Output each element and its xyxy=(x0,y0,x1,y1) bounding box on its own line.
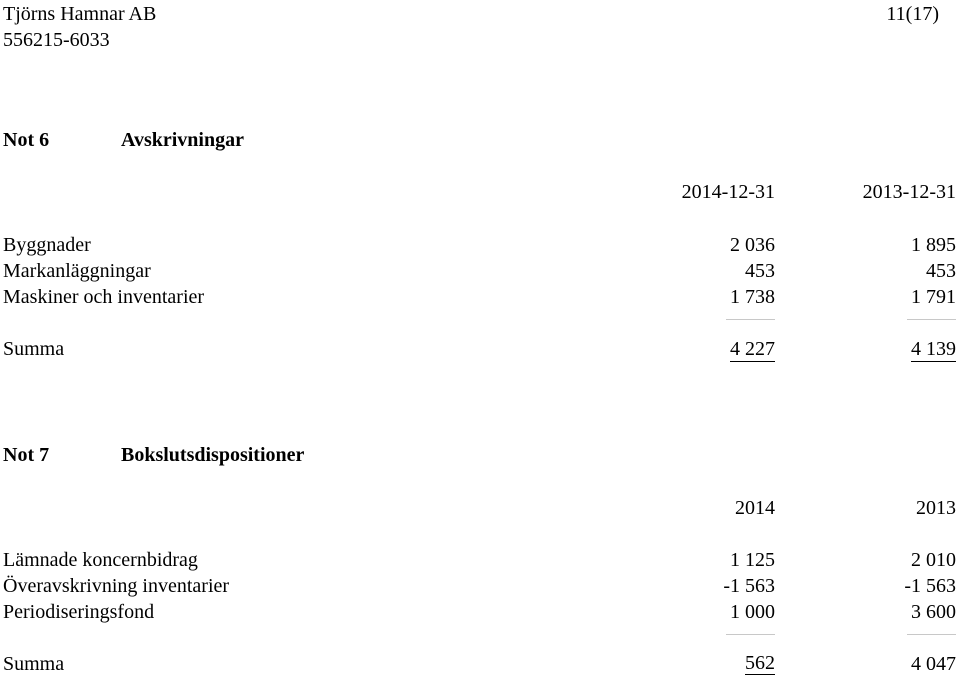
sum-value-2013: 4 047 xyxy=(911,653,956,675)
note6-col-2013: 2013-12-31 xyxy=(862,181,956,203)
row-value-2014: 2 036 xyxy=(730,234,775,256)
row-label: Lämnade koncernbidrag xyxy=(3,549,198,571)
row-value-2014: -1 563 xyxy=(723,575,775,597)
note7-label: Not 7 xyxy=(3,444,50,466)
note7-col-2014: 2014 xyxy=(735,497,775,519)
row-value-2014: 1 738 xyxy=(730,286,775,308)
org-number: 556215-6033 xyxy=(3,29,110,51)
sum-label: Summa xyxy=(3,338,65,360)
row-label: Maskiner och inventarier xyxy=(3,286,205,308)
row-value-2013: 1 791 xyxy=(911,286,956,308)
sum-value-2013: 4 139 xyxy=(911,338,956,360)
sum-value-2014: 562 xyxy=(745,652,775,674)
note6-title: Avskrivningar xyxy=(121,129,244,151)
company-name: Tjörns Hamnar AB xyxy=(3,3,157,25)
subtotal-rule-2013 xyxy=(907,319,956,320)
row-label: Överavskrivning inventarier xyxy=(3,575,230,597)
row-label: Markanläggningar xyxy=(3,260,151,282)
subtotal-rule-2014 xyxy=(726,319,775,320)
row-value-2013: 3 600 xyxy=(911,601,956,623)
row-value-2014: 453 xyxy=(745,260,775,282)
sum-value-2014: 4 227 xyxy=(730,338,775,360)
row-label: Byggnader xyxy=(3,234,91,256)
note7-title: Bokslutsdispositioner xyxy=(121,444,305,466)
row-label: Periodiseringsfond xyxy=(3,601,155,623)
row-value-2013: 1 895 xyxy=(911,234,956,256)
row-value-2014: 1 125 xyxy=(730,549,775,571)
sum-label: Summa xyxy=(3,653,65,675)
note7-col-2013: 2013 xyxy=(916,497,956,519)
note6-label: Not 6 xyxy=(3,129,50,151)
page-number: 11(17) xyxy=(886,3,939,25)
note6-col-2014: 2014-12-31 xyxy=(681,181,775,203)
subtotal-rule-2014 xyxy=(726,634,775,635)
subtotal-rule-2013 xyxy=(907,634,956,635)
row-value-2013: 2 010 xyxy=(911,549,956,571)
row-value-2013: -1 563 xyxy=(904,575,956,597)
row-value-2013: 453 xyxy=(926,260,956,282)
row-value-2014: 1 000 xyxy=(730,601,775,623)
